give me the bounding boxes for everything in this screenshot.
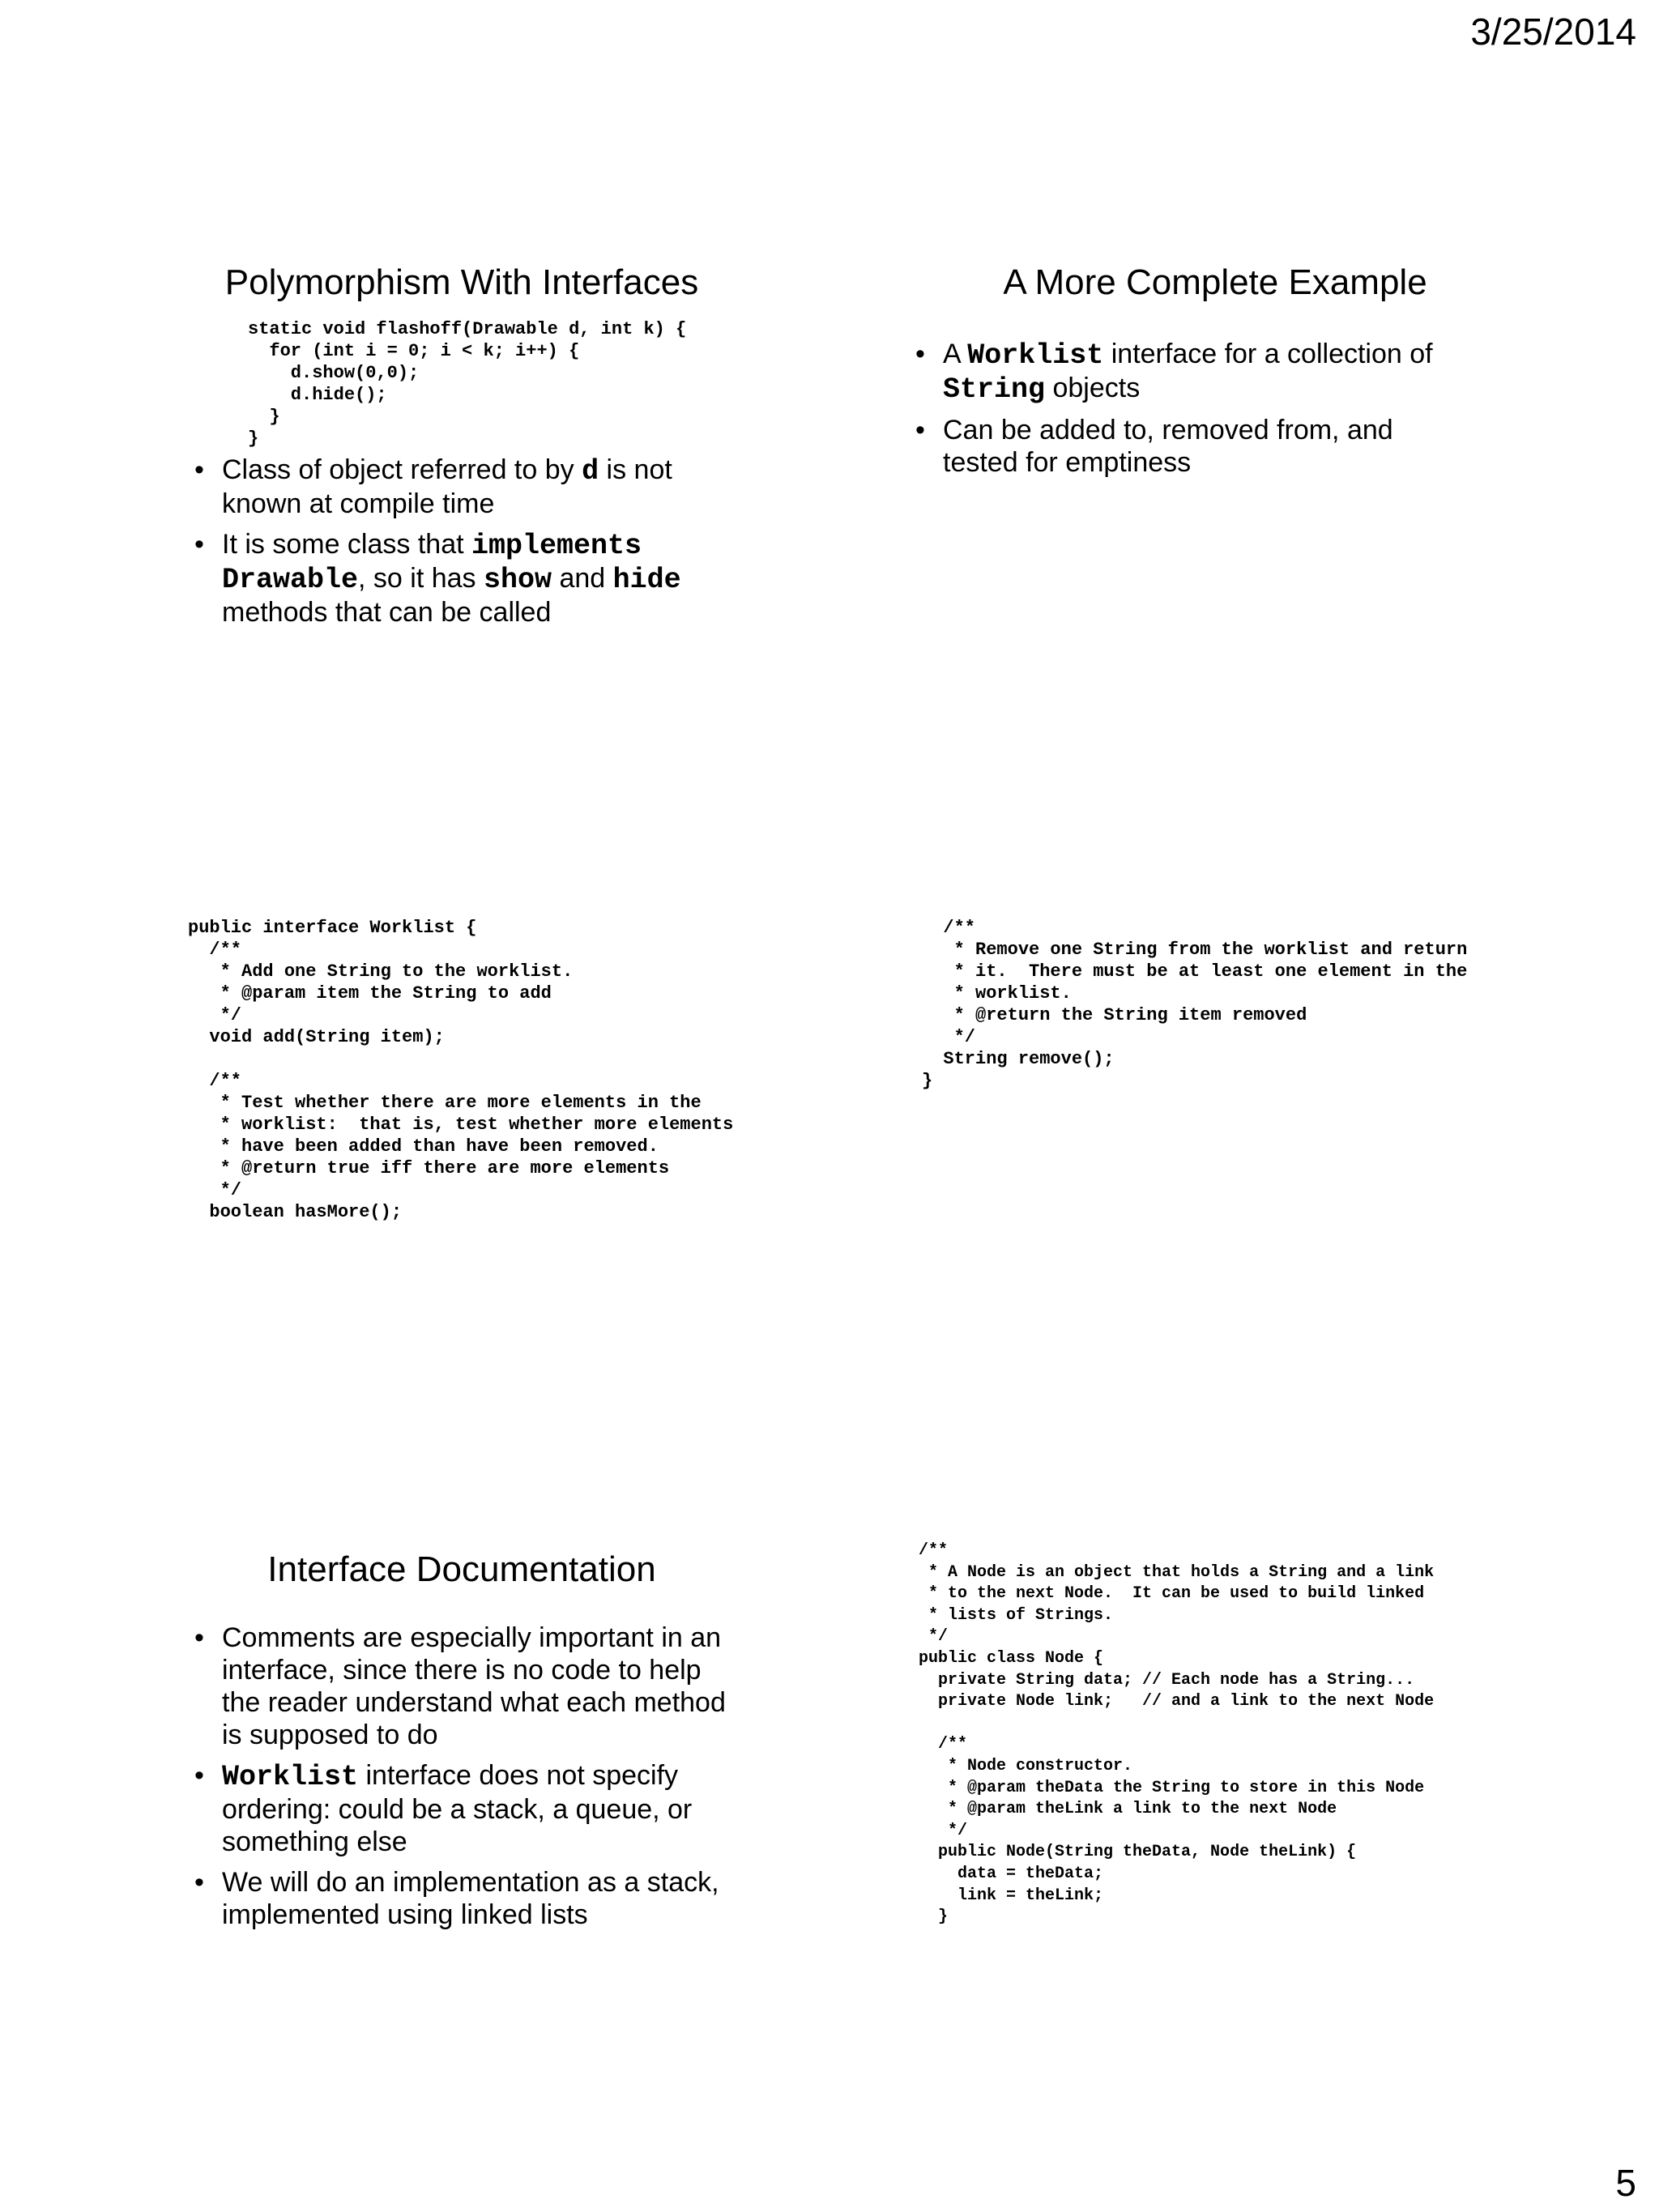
bullet-text: and (552, 563, 613, 594)
bullet-text: It is some class that (222, 529, 471, 560)
code-block: public interface Worklist { /** * Add one String to the worklist. * @param item the String to add */ void add(String item); /** * Test whether there are more elements in the * worklist: that is, test whether more elements * have been added than have been removed. * @return true iff there are more elements */ boolean hasMore(); (188, 918, 734, 1222)
bullet-text: Comments are especially important in an interface, since there is no code to help the reader understand what each method is supposed to do (222, 1622, 726, 1750)
slide-worklist-code (154, 907, 770, 1328)
slide-node-class-code (907, 1531, 1523, 1952)
bullet-text: , so it has (358, 563, 484, 594)
bullet-code: d (582, 455, 599, 488)
slide-title: Polymorphism With Interfaces (224, 262, 699, 302)
bullet-text: A (943, 339, 968, 369)
bullet-item (194, 1759, 745, 1858)
bullet-code: implements Drawable (222, 530, 642, 596)
slide-interface-documentation (154, 1539, 770, 1960)
code-block: static void flashoff(Drawable d, int k) { for (int i = 0; i < k; i++) { d.show(0,0); d.hide(); } } (248, 319, 687, 449)
bullet-text: Class of object referred to by (222, 454, 582, 485)
bullet-text: We will do an implementation as a stack, implemented using linked lists (222, 1867, 719, 1930)
bullet-item (915, 414, 1450, 479)
bullet-code: String (943, 373, 1046, 406)
bullet-code: hide (612, 564, 681, 596)
bullet-code: Worklist (222, 1761, 359, 1793)
code-block: /** * Remove one String from the worklist and return * it. There must be at least one element in the * worklist. * @return the String item removed */ String remove(); } (922, 918, 1468, 1091)
slide-title: Interface Documentation (267, 1549, 656, 1589)
bullet-list (194, 454, 697, 637)
slide-polymorphism-with-interfaces (154, 247, 770, 668)
bullet-text: objects (1045, 373, 1141, 403)
page-number: 5 (1615, 2162, 1636, 2205)
bullet-code: Worklist (967, 339, 1104, 372)
bullet-item (915, 338, 1450, 406)
bullet-item (194, 1622, 745, 1751)
page-date: 3/25/2014 (1470, 11, 1636, 53)
bullet-item (194, 454, 697, 520)
slide-a-more-complete-example (907, 247, 1523, 668)
bullet-text: Can be added to, removed from, and tested for emptiness (943, 415, 1393, 478)
slide-title: A More Complete Example (1003, 262, 1427, 302)
code-block: /** * A Node is an object that holds a String and a link * to the next Node. It can be used to build linked * lists of Strings. */ public class Node { private String data; // Each node has a String... private Node link; // and a link to the next Node /** * Node constructor. * @param theData the String to store in this Node * @param theLink a link to the next Node */ public Node(String theData, Node theLink) { data = theData; link = theLink; } (919, 1541, 1435, 1927)
bullet-text: methods that can be called (222, 597, 552, 628)
bullet-text: interface does not specify ordering: could be a stack, a queue, or something else (222, 1760, 693, 1857)
bullet-text: interface for a collection of (1103, 339, 1433, 369)
bullet-item (194, 1866, 745, 1931)
bullet-item (194, 528, 697, 629)
bullet-list (194, 1622, 745, 1939)
bullet-list (915, 338, 1450, 487)
bullet-code: show (484, 564, 552, 596)
bullet-text: is not known at compile time (222, 454, 672, 519)
slide-worklist-remove-code (907, 907, 1523, 1328)
